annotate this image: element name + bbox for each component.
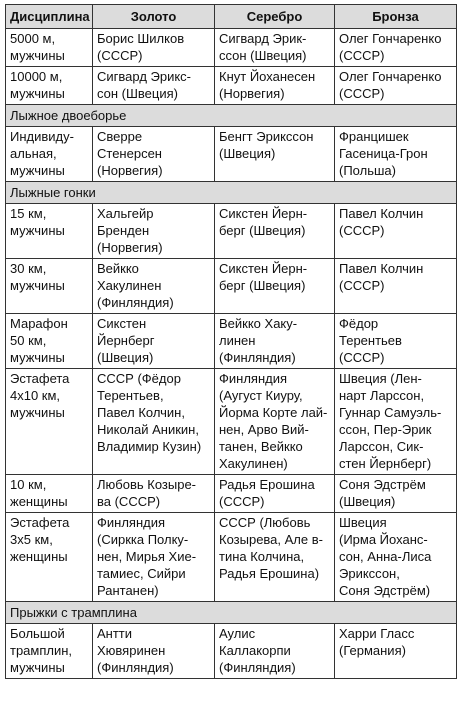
silver-cell: Радья Ерошина (СССР)	[215, 475, 335, 513]
discipline-cell: Большой трамплин, мужчины	[6, 624, 93, 679]
silver-cell: Аулис Каллакорпи (Финляндия)	[215, 624, 335, 679]
silver-cell: Сигвард Эрик- ссон (Швеция)	[215, 29, 335, 67]
table-row	[6, 127, 457, 182]
section-label: Лыжные гонки	[6, 182, 457, 204]
header-row	[6, 5, 457, 29]
gold-cell: Сигвард Эрикс- сон (Швеция)	[93, 67, 215, 105]
discipline-cell: Индивиду- альная, мужчины	[6, 127, 93, 182]
gold-cell: СССР (Фёдор Терентьев, Павел Колчин, Николай Аникин, Владимир Кузин)	[93, 369, 215, 475]
bronze-cell: Харри Гласс (Германия)	[335, 624, 457, 679]
header-bronze: Бронза	[335, 5, 457, 29]
gold-cell: Вейкко Хакулинен (Финляндия)	[93, 259, 215, 314]
discipline-cell: 30 км, мужчины	[6, 259, 93, 314]
header-gold: Золото	[93, 5, 215, 29]
discipline-cell: 5000 м, мужчины	[6, 29, 93, 67]
gold-cell: Финляндия (Сиркка Полку- нен, Мирья Хие- тамиес, Сийри Рантанен)	[93, 513, 215, 602]
table-body	[6, 29, 457, 679]
gold-cell: Борис Шилков (СССР)	[93, 29, 215, 67]
silver-cell: Бенгт Эрикссон (Швеция)	[215, 127, 335, 182]
table-row	[6, 624, 457, 679]
bronze-cell: Олег Гончаренко (СССР)	[335, 67, 457, 105]
discipline-cell: 10000 м, мужчины	[6, 67, 93, 105]
bronze-cell: Олег Гончаренко (СССР)	[335, 29, 457, 67]
table-row	[6, 369, 457, 475]
bronze-cell: Фёдор Терентьев (СССР)	[335, 314, 457, 369]
table-row	[6, 314, 457, 369]
silver-cell: Финляндия (Аугуст Киуру, Йорма Корте лай- нен, Арво Вий- танен, Вейкко Хакулинен)	[215, 369, 335, 475]
gold-cell: Сикстен Йернберг (Швеция)	[93, 314, 215, 369]
silver-cell: СССР (Любовь Козырева, Але в- тина Колчина, Радья Ерошина)	[215, 513, 335, 602]
gold-cell: Хальгейр Бренден (Норвегия)	[93, 204, 215, 259]
table-row	[6, 513, 457, 602]
table-row	[6, 475, 457, 513]
bronze-cell: Францишек Гасеница-Грон (Польша)	[335, 127, 457, 182]
table-row	[6, 259, 457, 314]
bronze-cell: Соня Эдстрём (Швеция)	[335, 475, 457, 513]
section-row	[6, 602, 457, 624]
bronze-cell: Швеция (Ирма Йоханс- сон, Анна-Лиса Эрикссон, Соня Эдстрём)	[335, 513, 457, 602]
bronze-cell: Павел Колчин (СССР)	[335, 204, 457, 259]
section-row	[6, 182, 457, 204]
section-label: Прыжки с трамплина	[6, 602, 457, 624]
gold-cell: Любовь Козыре- ва (СССР)	[93, 475, 215, 513]
silver-cell: Вейкко Хаку- линен (Финляндия)	[215, 314, 335, 369]
gold-cell: Сверре Стенерсен (Норвегия)	[93, 127, 215, 182]
section-label: Лыжное двоеборье	[6, 105, 457, 127]
silver-cell: Сикстен Йерн- берг (Швеция)	[215, 204, 335, 259]
discipline-cell: Марафон 50 км, мужчины	[6, 314, 93, 369]
section-row	[6, 105, 457, 127]
bronze-cell: Павел Колчин (СССР)	[335, 259, 457, 314]
discipline-cell: Эстафета 4х10 км, мужчины	[6, 369, 93, 475]
silver-cell: Сикстен Йерн- берг (Швеция)	[215, 259, 335, 314]
gold-cell: Антти Хювяринен (Финляндия)	[93, 624, 215, 679]
silver-cell: Кнут Йоханесен (Норвегия)	[215, 67, 335, 105]
medal-table	[5, 4, 457, 679]
table-row	[6, 67, 457, 105]
discipline-cell: 10 км, женщины	[6, 475, 93, 513]
table-row	[6, 29, 457, 67]
header-discipline: Дисциплина	[6, 5, 93, 29]
header-silver: Серебро	[215, 5, 335, 29]
bronze-cell: Швеция (Лен- нарт Ларссон, Гуннар Самуэль- ссон, Пер-Эрик Ларссон, Сик- стен Йернберг)	[335, 369, 457, 475]
table-row	[6, 204, 457, 259]
discipline-cell: 15 км, мужчины	[6, 204, 93, 259]
discipline-cell: Эстафета 3х5 км, женщины	[6, 513, 93, 602]
